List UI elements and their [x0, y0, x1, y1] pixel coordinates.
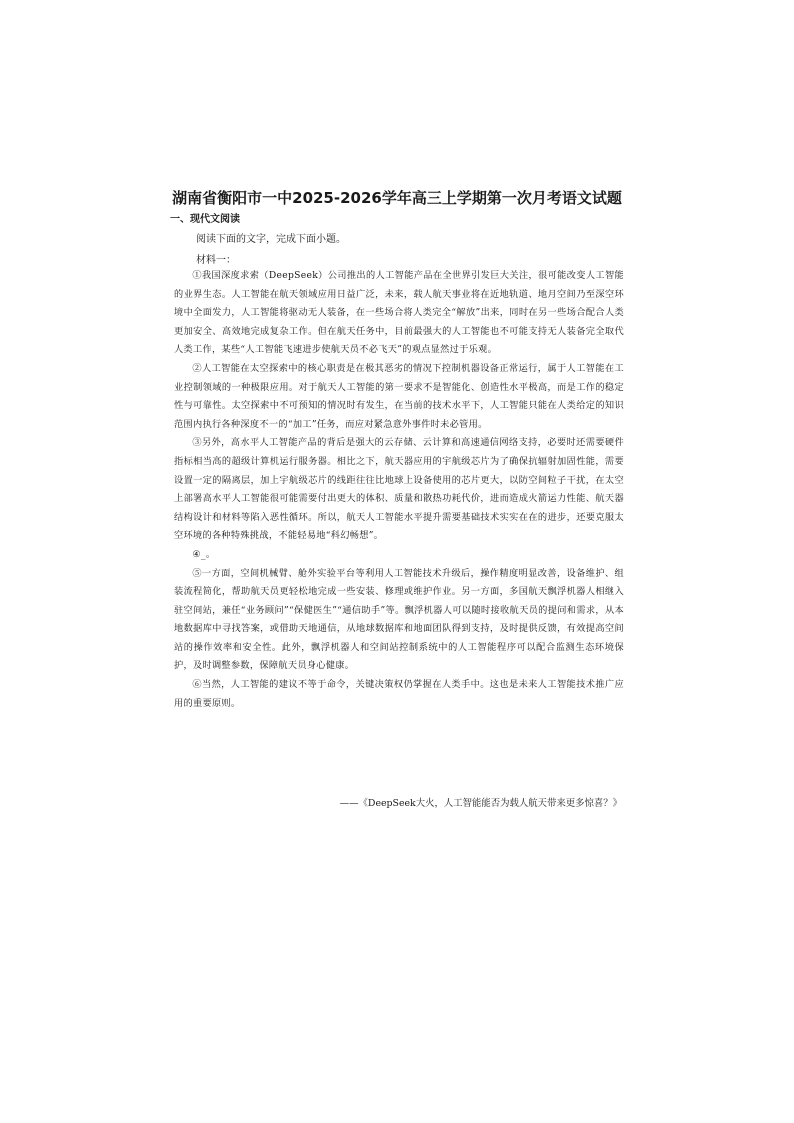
reading-instruction: 阅读下面的文字，完成下面小题。	[196, 234, 346, 245]
paragraph-4-blank: ④_。	[192, 548, 216, 560]
paragraph-5: ⑤一方面，空间机械臂、舱外实验平台等利用人工智能技术升级后，操作精度明显改善，设备维护、组装流程简化，帮助航天员更轻松地完成一些安装、修理或维护作业。另一方面，多国航天飘浮机器人相继入驻空间站，兼任“业务顾问”“保健医生”“通信助手”等。飘浮机器人可以随时接收航天员的提问和需求，从本地数据库中寻找答案，或借助天地通信，从地球数据库和地面团队得到支持，及时提供反馈，有效提高空间站的操作效率和安全性。此外，飘浮机器人和空间站控制系统中的人工智能程序可以配合监测生态环境保护，及时调整参数，保障航天员身心健康。	[174, 567, 624, 672]
material-label: 材料一：	[196, 255, 236, 266]
paragraph-6: ⑥当然，人工智能的建议不等于命令，关键决策权仍掌握在人类手中。这也是未来人工智能技术推广应用的重要原则。	[174, 679, 624, 709]
article-source: ——《DeepSeek大火，人工智能能否为载人航天带来更多惊喜？》	[339, 798, 622, 809]
section-heading: 一、现代文阅读	[170, 214, 240, 225]
article-body	[174, 267, 624, 713]
paragraph-3: ③另外，高水平人工智能产品的背后是强大的云存储、云计算和高速通信网络支持，必要时还需要硬件指标相当高的超级计算机运行服务器。相比之下，航天器应用的宇航级芯片为了确保抗辐射加固性能，需要设置一定的隔离层，加上宇航级芯片的线距往往比地球上设备使用的芯片更大，以防空间粒子干扰，在太空上部署高水平人工智能很可能需要付出更大的体积、质量和散热功耗代价，进而造成火箭运力性能、航天器结构设计和材料等陷入恶性循环。所以，航天人工智能水平提升需要基础技术实实在在的进步，还要克服太空环境的各种特殊挑战，不能轻易地“科幻畅想”。	[174, 437, 624, 542]
paragraph-1: ①我国深度求索（DeepSeek）公司推出的人工智能产品在全世界引发巨大关注，很可能改变人工智能的业界生态。人工智能在航天领域应用日益广泛，未来，载人航天事业将在近地轨道、地月空间乃至深空环境中全面发力，人工智能将驱动无人装备，在一些场合将人类完全“解放”出来，同时在另一些场合配合人类更加安全、高效地完成复杂工作。但在航天任务中，目前最强大的人工智能也不可能支持无人装备完全取代人类工作，某些“人工智能飞速进步使航天员不必飞天”的观点显然过于乐观。	[174, 270, 624, 356]
exam-title: 湖南省衡阳市一中2025-2026学年高三上学期第一次月考语文试题	[172, 189, 622, 207]
paragraph-2: ②人工智能在太空探索中的核心职责是在极其恶劣的情况下控制机器设备正常运行，属于人工智能在工业控制领域的一种极限应用。对于航天人工智能的第一要求不是智能化、创造性水平极高，而是工作的稳定性与可靠性。太空探索中不可预知的情况时有发生，在当前的技术水平下，人工智能只能在人类给定的知识范围内执行各种深度不一的“加工”任务，而应对紧急意外事件时未必管用。	[174, 362, 624, 430]
